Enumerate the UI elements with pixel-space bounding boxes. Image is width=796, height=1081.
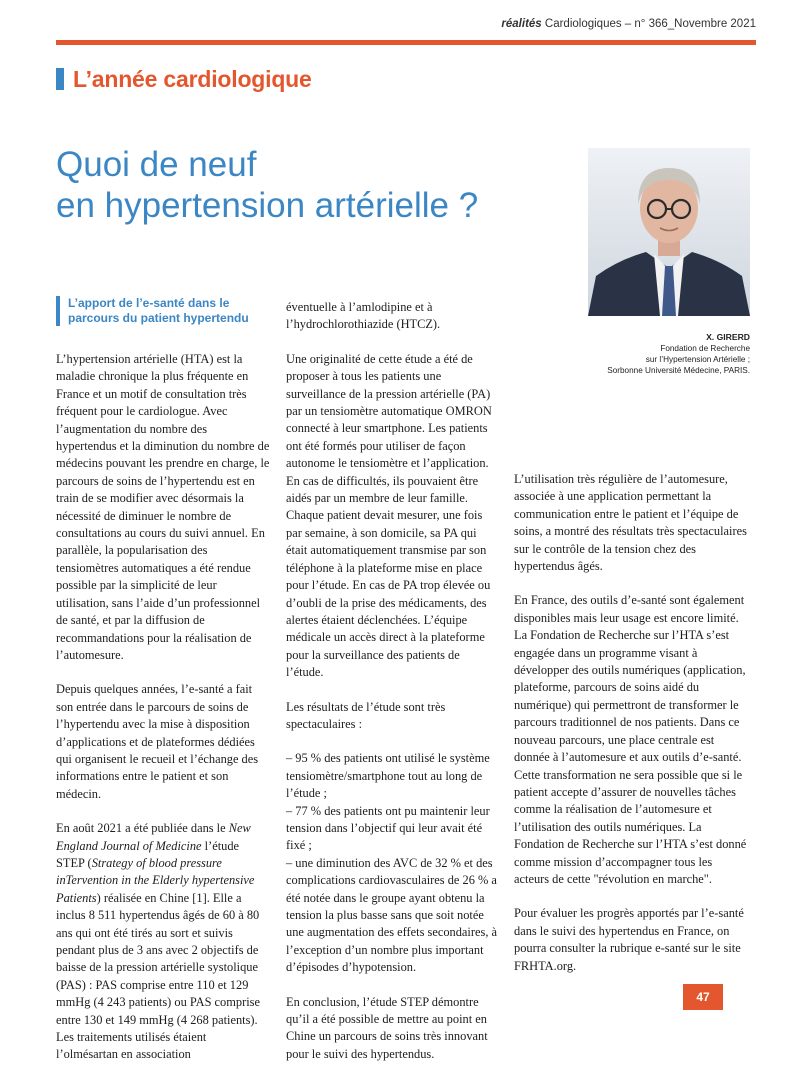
paragraph: L’hypertension artérielle (HTA) est la maladie chronique la plus fréquente en France et un motif de consultation très fréquent pour le cardiologue. Avec l’augmentation du nombre des hypertendus et la diminution du nombre de médecins pouvant les prendre en charge, le parcours de soins de l’hypertendu est en train de se modifier avec désormais la nécessité de diminuer le nombre de consultations au cours du suivi annuel. En parallèle, la popularisation des tensiomètres automatiques a été rendue possible par la simplicité de leur utilisation, sans l’aide d’un professionnel de santé, et par la diffusion de recommandations pour la réalisation de l’automesure.	[56, 352, 270, 662]
paragraph: En conclusion, l’étude STEP démontre qu’il a été possible de mettre au point en Chine un parcours de soins très innovant pour le suivi des hypertendus.	[286, 994, 488, 1061]
author-photo	[588, 148, 750, 316]
column-1	[56, 296, 270, 1081]
column-3	[514, 471, 750, 992]
paragraph: éventuelle à l’amlodipine et à l’hydrochlorothiazide (HTCZ).	[286, 300, 441, 332]
section-marker	[56, 68, 64, 90]
section-heading	[56, 66, 312, 92]
text-run: ) réalisée en Chine [1]. Elle a inclus 8 511 hypertendus âgés de 60 à 80 ans qui ont été tirés au sort et suivis pendant plus de 3 ans avec 2 objectifs de baisse de la pression artérielle systolique (PAS) : PAS comprise entre 110 et 129 mmHg (4 243 patients) ou PAS comprise entre 130 et 149 mmHg (4 268 patients). Les traitements utilisés étaient l’olmésartan en association	[56, 890, 260, 1062]
author-block	[540, 332, 750, 376]
page-number: 47	[683, 984, 723, 1010]
paragraph: Les résultats de l’étude sont très spectaculaires :	[286, 699, 446, 731]
text-run: En août 2021 a été publiée dans le	[56, 821, 229, 836]
subheading	[56, 296, 270, 326]
list-item: – 95 % des patients ont utilisé le système tensiomètre/smartphone tout au long de l’étude ;	[286, 751, 490, 801]
journal-name: New England Journal of Medicine	[56, 821, 251, 853]
subheading-marker	[56, 296, 60, 326]
author-name: X. GIRERD	[706, 332, 750, 342]
journal-issue: Cardiologiques – n° 366_Novembre 2021	[544, 18, 756, 30]
section-label: L’année cardiologique	[73, 65, 312, 92]
title-line-1: Quoi de neuf	[56, 145, 257, 184]
paragraph	[56, 820, 270, 1064]
article-title	[56, 144, 576, 226]
subheading-line-2: parcours du patient hypertendu	[68, 311, 249, 325]
author-affiliation-2: sur l’Hypertension Artérielle ;	[645, 355, 750, 364]
paragraph: Une originalité de cette étude a été de proposer à tous les patients une surveillance de la pression artérielle (PA) par un tensiomètre automatique OMRON connecté à leur smartphone. Les patients ont été formés pour utiliser de façon autonome le tensiomètre et l’application. En cas de difficultés, ils pouvaient être aidés par un membre de leur famille. Chaque patient devait mesurer, une fois par semaine, à son domicile, sa PA qui était automatiquement transmise par son téléphone à la plateforme mise en place pour l’étude. En cas de PA trop élevée ou d’oubli de la prise des médicaments, des alertes étaient déclenchées. L’équipe médicale un accès direct à la plateforme pour la surveillance des patients de l’étude.	[286, 351, 492, 680]
paragraph: L’utilisation très régulière de l’automesure, associée à une application permettant la communication entre le patient et l’équipe de soins, a montré des résultats très spectaculaires sur le contrôle de la tension chez des hypertendus âgés.	[514, 472, 747, 574]
author-affiliation-3: Sorbonne Université Médecine, PARIS.	[607, 366, 750, 375]
list-item: – 77 % des patients ont pu maintenir leur tension dans l’objectif qui leur avait été fixé ;	[286, 803, 490, 853]
list-item: – une diminution des AVC de 32 % et des complications cardiovasculaires de 26 % a été notée dans le groupe ayant obtenu la tension la plus basse sans que soit notée une augmentation des effets secondaires, à l’exception d’un nombre plus important d’épisodes d’hypotension.	[286, 855, 498, 975]
header-rule	[56, 40, 756, 45]
study-acronym: Strategy of blood pressure inTervention in the Elderly hypertensive Patients	[56, 855, 255, 905]
journal-brand: réalités	[501, 18, 542, 30]
paragraph: Depuis quelques années, l’e-santé a fait son entrée dans le parcours de soins de l’hypertendu avec la mise à disposition d’applications et de plateformes dédiées qui organisent le recueil et l’échange des informations entre le patient et son médecin.	[56, 682, 259, 801]
paragraph: Pour évaluer les progrès apportés par l’e-santé dans le suivi des hypertendus en France, on pourra consulter la rubrique e-santé sur le site FRHTA.org.	[514, 906, 744, 973]
title-line-2: en hypertension artérielle ?	[56, 186, 479, 225]
column-2	[286, 299, 500, 1080]
subheading-line-1: L’apport de l’e-santé dans le	[68, 296, 230, 310]
journal-header	[56, 18, 756, 30]
author-affiliation-1: Fondation de Recherche	[660, 344, 750, 353]
paragraph: En France, des outils d’e-santé sont également disponibles mais leur usage est encore limité. La Fondation de Recherche sur l’HTA s’est engagée dans un programme visant à développer des outils numériques (application, plateforme, parcours de soins aidé du numérique) qui permettront de transformer le parcours traditionnel de nos patients. Dans ce nouveau parcours, une place centrale est donnée à l’automesure et aux outils d’e-santé. Cette transformation ne sera possible que si le patient accepte d’assurer de nouvelles tâches comme la réalisation de l’automesure et l’utilisation des outils numériques. La Fondation de Recherche sur l’HTA s’est donné comme mission d’accompagner tous les acteurs de cette "révolution en marche".	[514, 593, 747, 886]
text-run: l’étude STEP (	[56, 838, 240, 870]
